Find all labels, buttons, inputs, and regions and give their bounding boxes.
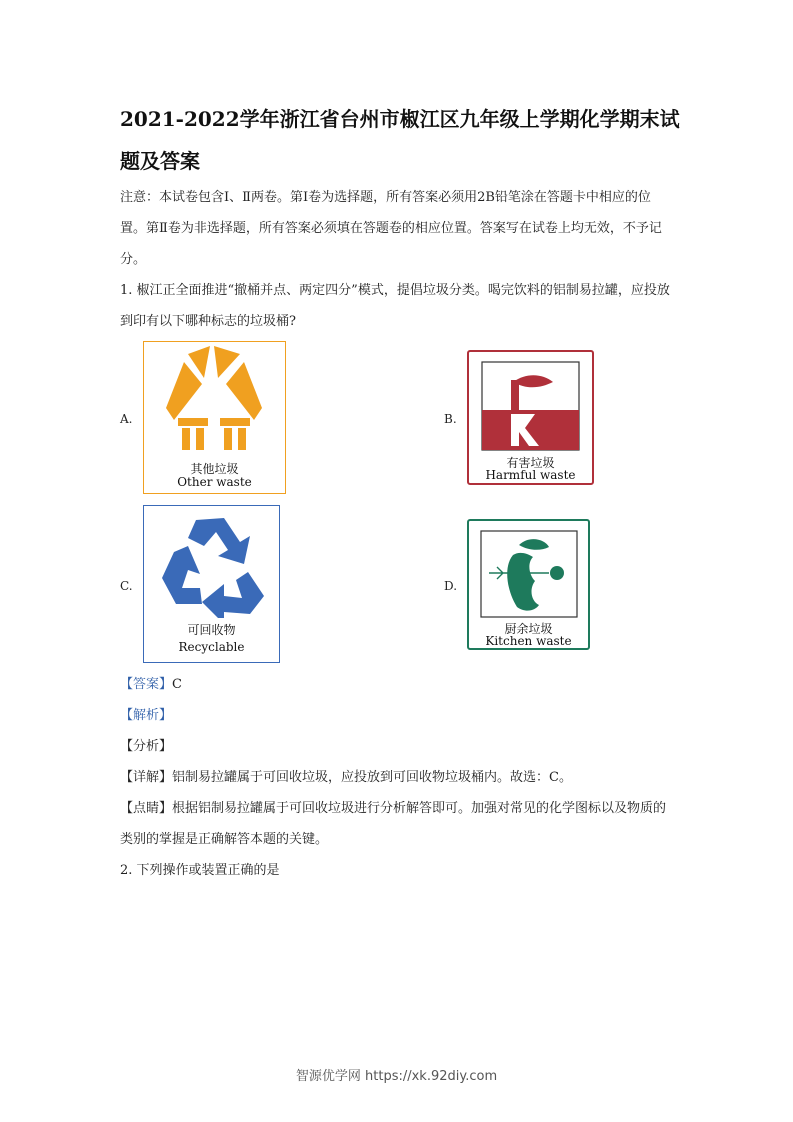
answer-label: 【答案】 xyxy=(120,677,173,692)
analysis-label: 【解析】 xyxy=(120,708,173,723)
answer-value: C xyxy=(172,677,182,692)
page-title: 2021-2022学年浙江省台州市椒江区九年级上学期化学期末试题及答案 xyxy=(120,107,680,173)
option-b-letter: B. xyxy=(444,412,457,426)
fenxi-label: 【分析】 xyxy=(120,739,173,754)
question-1-text: 1. 椒江正全面推进“撤桶并点、两定四分”模式，提倡垃圾分类。喝完饮料的铝制易拉罐，应投放到印有以下哪种标志的垃圾桶? xyxy=(120,283,670,329)
option-b-cn-label: 有害垃圾 xyxy=(506,456,555,470)
option-c-sign xyxy=(143,505,280,663)
detail-text: 【详解】铝制易拉罐属于可回收垃圾，应投放到可回收物垃圾桶内。故选：C。 xyxy=(120,770,572,785)
option-a-letter: A. xyxy=(120,412,133,426)
comment-text: 【点睛】根据铝制易拉罐属于可回收垃圾进行分析解答即可。加强对常见的化学图标以及物质的类别的掌握是正确解答本题的关键。 xyxy=(120,801,667,847)
answer-line xyxy=(120,675,182,695)
option-c-letter: C. xyxy=(120,579,133,593)
option-d-sign xyxy=(467,519,590,650)
option-d-cn-label: 厨余垃圾 xyxy=(504,622,553,636)
kitchen-waste-icon xyxy=(469,521,588,621)
option-c-cn-label: 可回收物 xyxy=(187,623,236,637)
question-2-text: 2. 下列操作或装置正确的是 xyxy=(120,863,280,878)
option-b-en-label: Harmful waste xyxy=(485,468,576,482)
option-a-sign xyxy=(143,341,286,494)
harmful-waste-icon xyxy=(469,352,592,452)
footer-watermark: 智源优学网 https://xk.92diy.com xyxy=(295,1069,498,1084)
option-b-sign xyxy=(467,350,594,485)
option-d-en-label: Kitchen waste xyxy=(485,634,572,648)
option-a-cn-label: 其他垃圾 xyxy=(190,462,239,476)
option-c-en-label: Recyclable xyxy=(178,640,245,654)
notice-text: 注意：本试卷包含Ⅰ、Ⅱ两卷。第Ⅰ卷为选择题，所有答案必须用2B铅笔涂在答题卡中相应的位置。第Ⅱ卷为非选择题，所有答案必须填在答题卷的相应位置。答案写在试卷上均无效，不予记分。 xyxy=(120,190,662,267)
option-a-en-label: Other waste xyxy=(177,475,252,489)
other-waste-icon xyxy=(144,342,285,457)
recycle-icon xyxy=(144,506,279,618)
option-d-letter: D. xyxy=(444,579,458,593)
